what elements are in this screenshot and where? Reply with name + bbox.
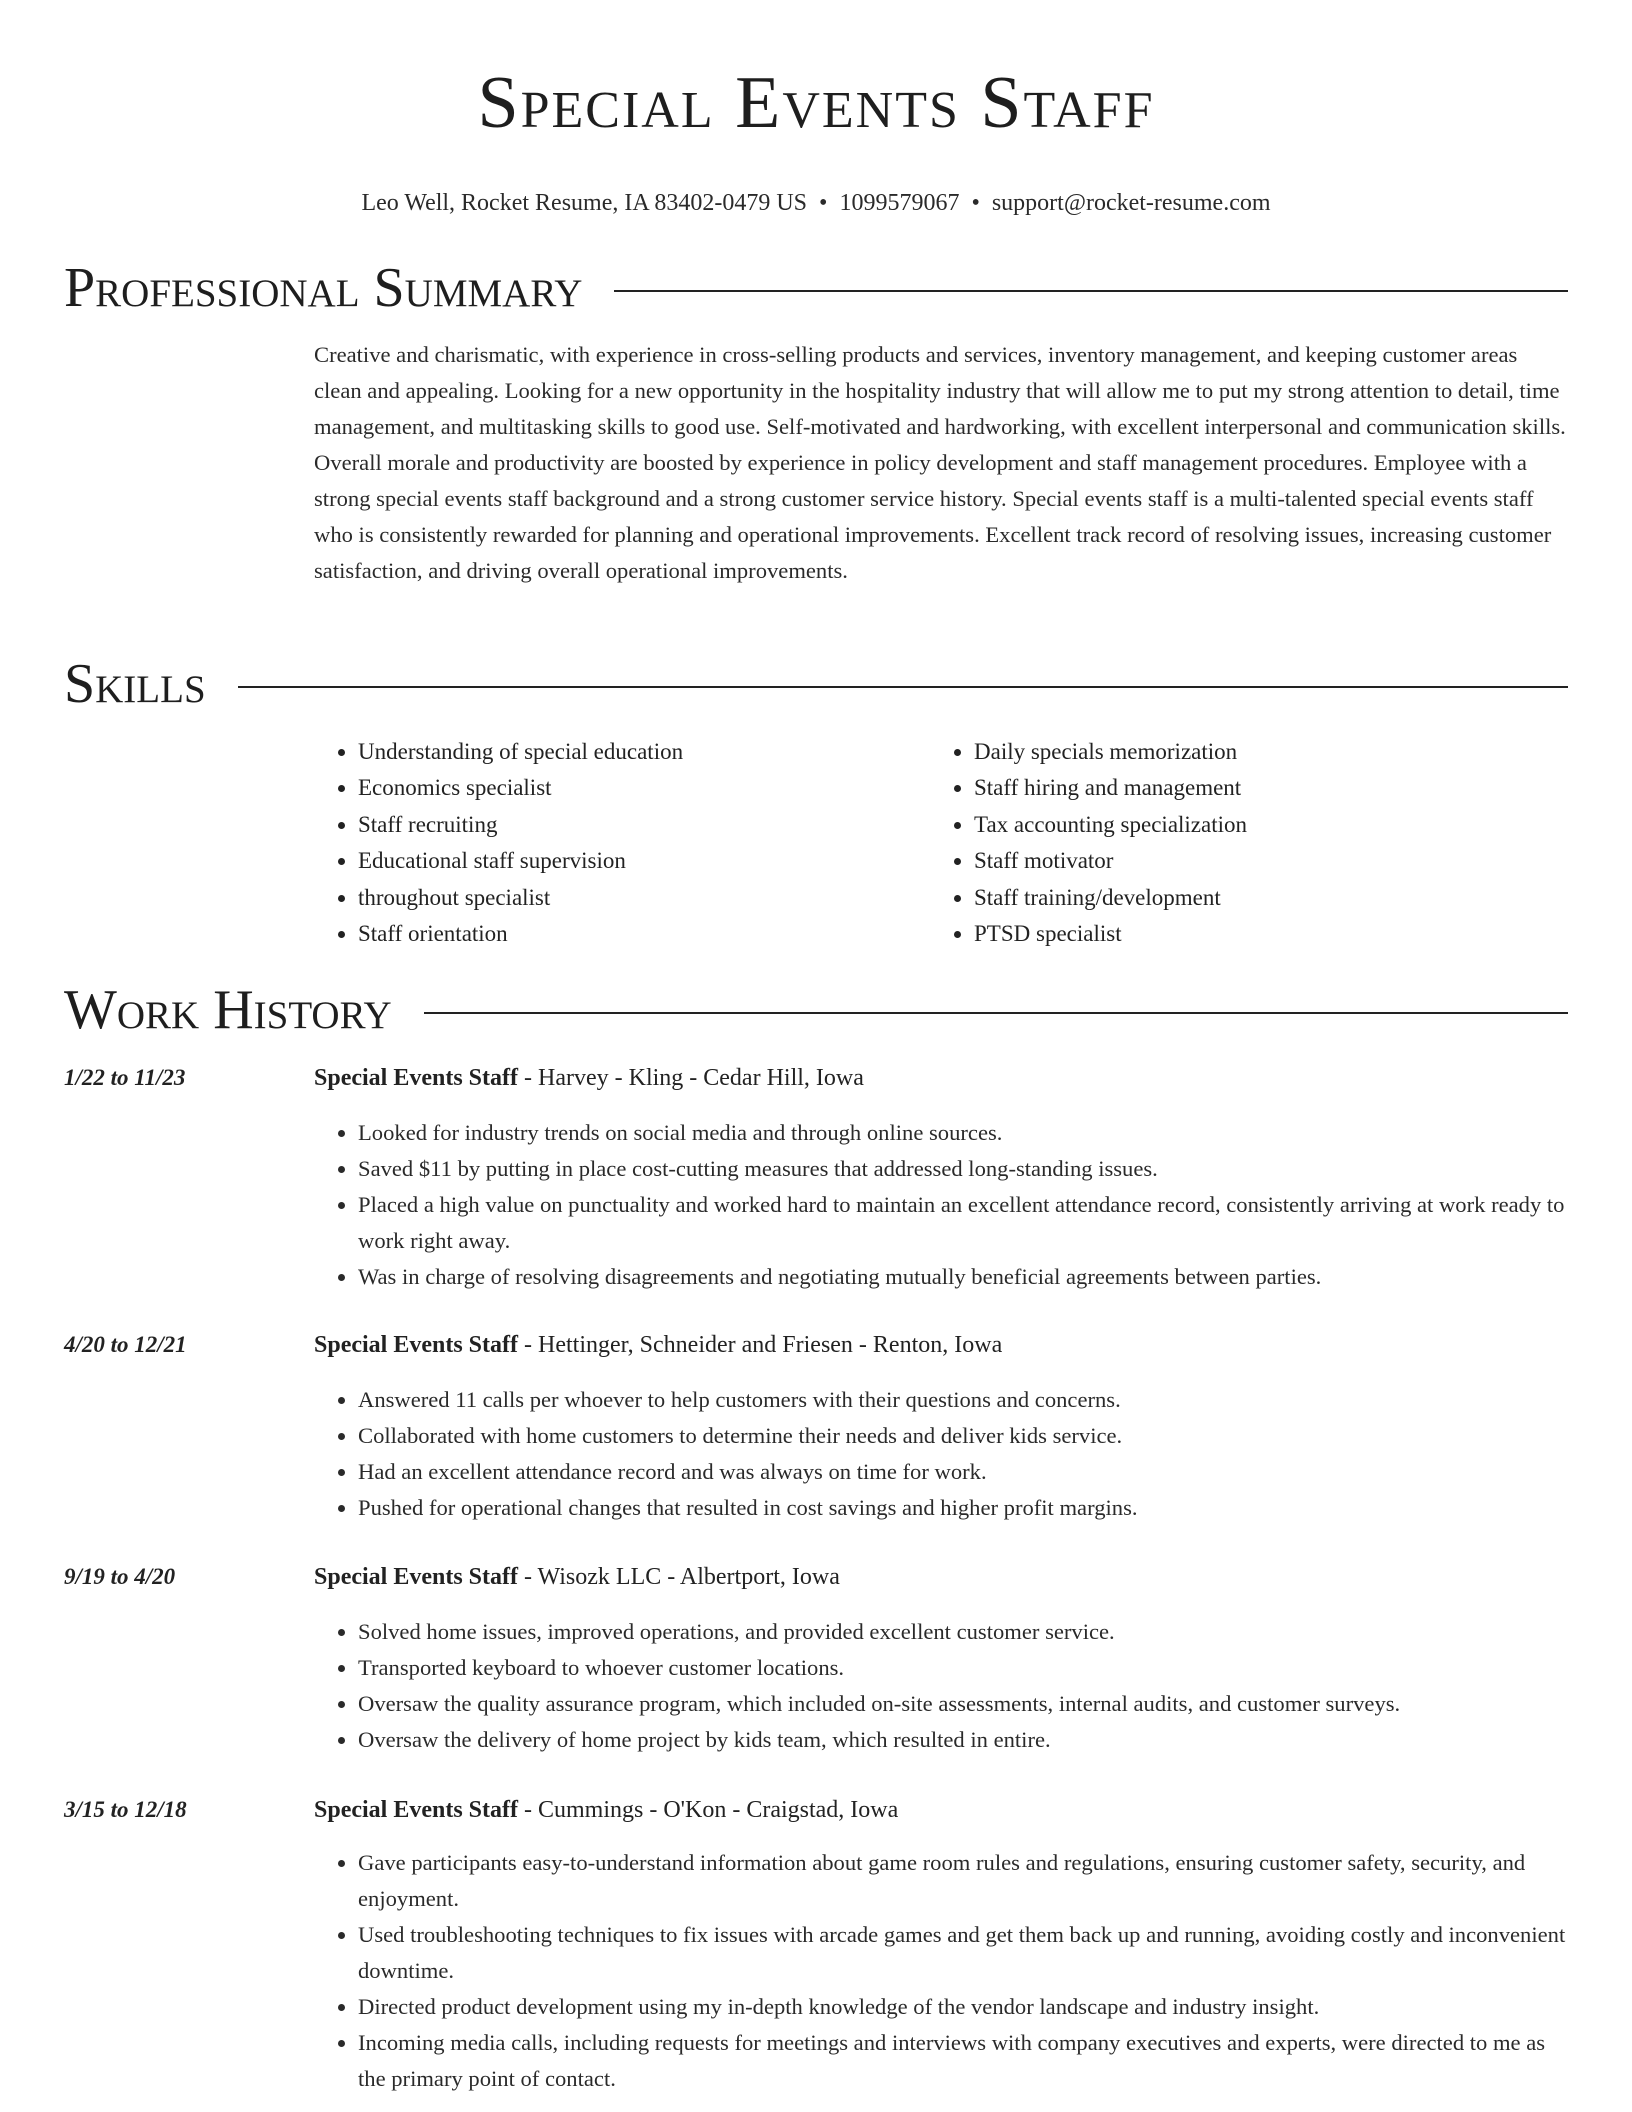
- job-bullet: • Oversaw the delivery of home project by kids team, which resulted in entire.: [358, 1722, 1568, 1758]
- job-employer: - Hettinger, Schneider and Friesen - Renton, Iowa: [524, 1332, 1003, 1358]
- job-bullet: • Gave participants easy-to-understand information about game room rules and regulations, ensuring customer safety, security, and enjoyment.: [358, 1845, 1568, 1917]
- section-divider: [238, 686, 1568, 688]
- job-bullet: • Pushed for operational changes that resulted in cost savings and higher profit margins.: [358, 1490, 1568, 1526]
- skill-item: • Tax accounting specialization: [974, 807, 1546, 843]
- work-heading: Work History: [64, 979, 392, 1041]
- job-bullet: • Placed a high value on punctuality and worked hard to maintain an excellent attendance record, consistently arriving at work ready to work right away.: [358, 1187, 1568, 1259]
- job-bullet: • Looked for industry trends on social media and through online sources.: [358, 1115, 1568, 1151]
- job-bullets: [314, 1845, 1568, 2097]
- job-bullet: • Was in charge of resolving disagreements and negotiating mutually beneficial agreements between parties.: [358, 1259, 1568, 1295]
- job-bullet: • Incoming media calls, including requests for meetings and interviews with company executives and experts, were directed to me as the primary point of contact.: [358, 2025, 1568, 2097]
- work-section-header: [64, 980, 1568, 1040]
- skills-column-left: [314, 734, 930, 952]
- job-bullet: • Had an excellent attendance record and was always on time for work.: [358, 1454, 1568, 1490]
- summary-text: Creative and charismatic, with experience in cross-selling products and services, inventory management, and keeping customer areas clean and appealing. Looking for a new opportunity in the hospitality industry that will allow me to put my strong attention to detail, time management, and multitasking skills to good use. Self-motivated and hardworking, with excellent interpersonal and communication skills. Overall morale and productivity are boosted by experience in policy development and staff management procedures. Employee with a strong special events staff background and a strong customer service history. Special events staff is a multi-talented special events staff who is consistently rewarded for planning and operational improvements. Excellent track record of resolving issues, increasing customer satisfaction, and driving overall operational improvements.: [314, 342, 1566, 583]
- job-bullet: • Solved home issues, improved operations, and provided excellent customer service.: [358, 1614, 1568, 1650]
- job-dates: 4/20 to 12/21: [64, 1332, 187, 1357]
- skill-item: • Staff training/development: [974, 880, 1546, 916]
- job-bullets: [314, 1115, 1568, 1295]
- contact-phone: 1099579067: [839, 190, 960, 216]
- summary-heading: Professional Summary: [64, 257, 583, 319]
- job-title-line: [314, 1063, 864, 1093]
- skills-section-header: [64, 654, 1568, 714]
- job-dates: 9/19 to 4/20: [64, 1564, 176, 1589]
- job-dates: 3/15 to 12/18: [64, 1797, 187, 1822]
- contact-separator: •: [819, 190, 828, 216]
- job-employer: - Wisozk LLC - Albertport, Iowa: [524, 1564, 840, 1590]
- skill-item: • PTSD specialist: [974, 916, 1546, 952]
- skill-item: • Educational staff supervision: [358, 843, 930, 879]
- job-bullet: • Oversaw the quality assurance program, which included on-site assessments, internal audits, and customer surveys.: [358, 1686, 1568, 1722]
- contact-email: support@rocket-resume.com: [991, 190, 1271, 216]
- skill-item: • Staff motivator: [974, 843, 1546, 879]
- job-bullet: • Used troubleshooting techniques to fix issues with arcade games and get them back up and running, avoiding costly and inconvenient downtime.: [358, 1917, 1568, 1989]
- section-divider: [614, 290, 1568, 292]
- skill-item: • Staff recruiting: [358, 807, 930, 843]
- job-title-line: [314, 1330, 1002, 1360]
- candidate-name: Special Events Staff: [477, 62, 1155, 144]
- job-title-line: [314, 1795, 898, 1825]
- section-divider: [424, 1012, 1568, 1014]
- job-bullet: • Answered 11 calls per whoever to help customers with their questions and concerns.: [358, 1382, 1568, 1418]
- job-title-line: [314, 1562, 840, 1592]
- job-title: Special Events Staff: [314, 1332, 518, 1358]
- job-title: Special Events Staff: [314, 1065, 518, 1091]
- skills-list: [314, 734, 1568, 952]
- job-bullet: • Directed product development using my in-depth knowledge of the vendor landscape and industry insight.: [358, 1989, 1568, 2025]
- job-dates: 1/22 to 11/23: [64, 1065, 186, 1090]
- job-bullet: • Collaborated with home customers to determine their needs and deliver kids service.: [358, 1418, 1568, 1454]
- skill-item: • Understanding of special education: [358, 734, 930, 770]
- job-title: Special Events Staff: [314, 1564, 518, 1590]
- skill-item: • Daily specials memorization: [974, 734, 1546, 770]
- contact-address: Leo Well, Rocket Resume, IA 83402-0479 US: [361, 190, 808, 216]
- skill-item: • Economics specialist: [358, 770, 930, 806]
- job-bullet: • Saved $11 by putting in place cost-cutting measures that addressed long-standing issues.: [358, 1151, 1568, 1187]
- job-employer: - Harvey - Kling - Cedar Hill, Iowa: [524, 1065, 864, 1091]
- job-employer: - Cummings - O'Kon - Craigstad, Iowa: [524, 1797, 899, 1823]
- job-bullets: [314, 1614, 1568, 1758]
- job-bullet: • Transported keyboard to whoever customer locations.: [358, 1650, 1568, 1686]
- contact-separator: •: [971, 190, 980, 216]
- summary-section-header: [64, 258, 1568, 318]
- skills-heading: Skills: [64, 653, 206, 715]
- skill-item: • Staff hiring and management: [974, 770, 1546, 806]
- job-bullets: [314, 1382, 1568, 1526]
- job-title: Special Events Staff: [314, 1797, 518, 1823]
- contact-line: [0, 188, 1632, 218]
- skill-item: • throughout specialist: [358, 880, 930, 916]
- skill-item: • Staff orientation: [358, 916, 930, 952]
- skills-column-right: [930, 734, 1546, 952]
